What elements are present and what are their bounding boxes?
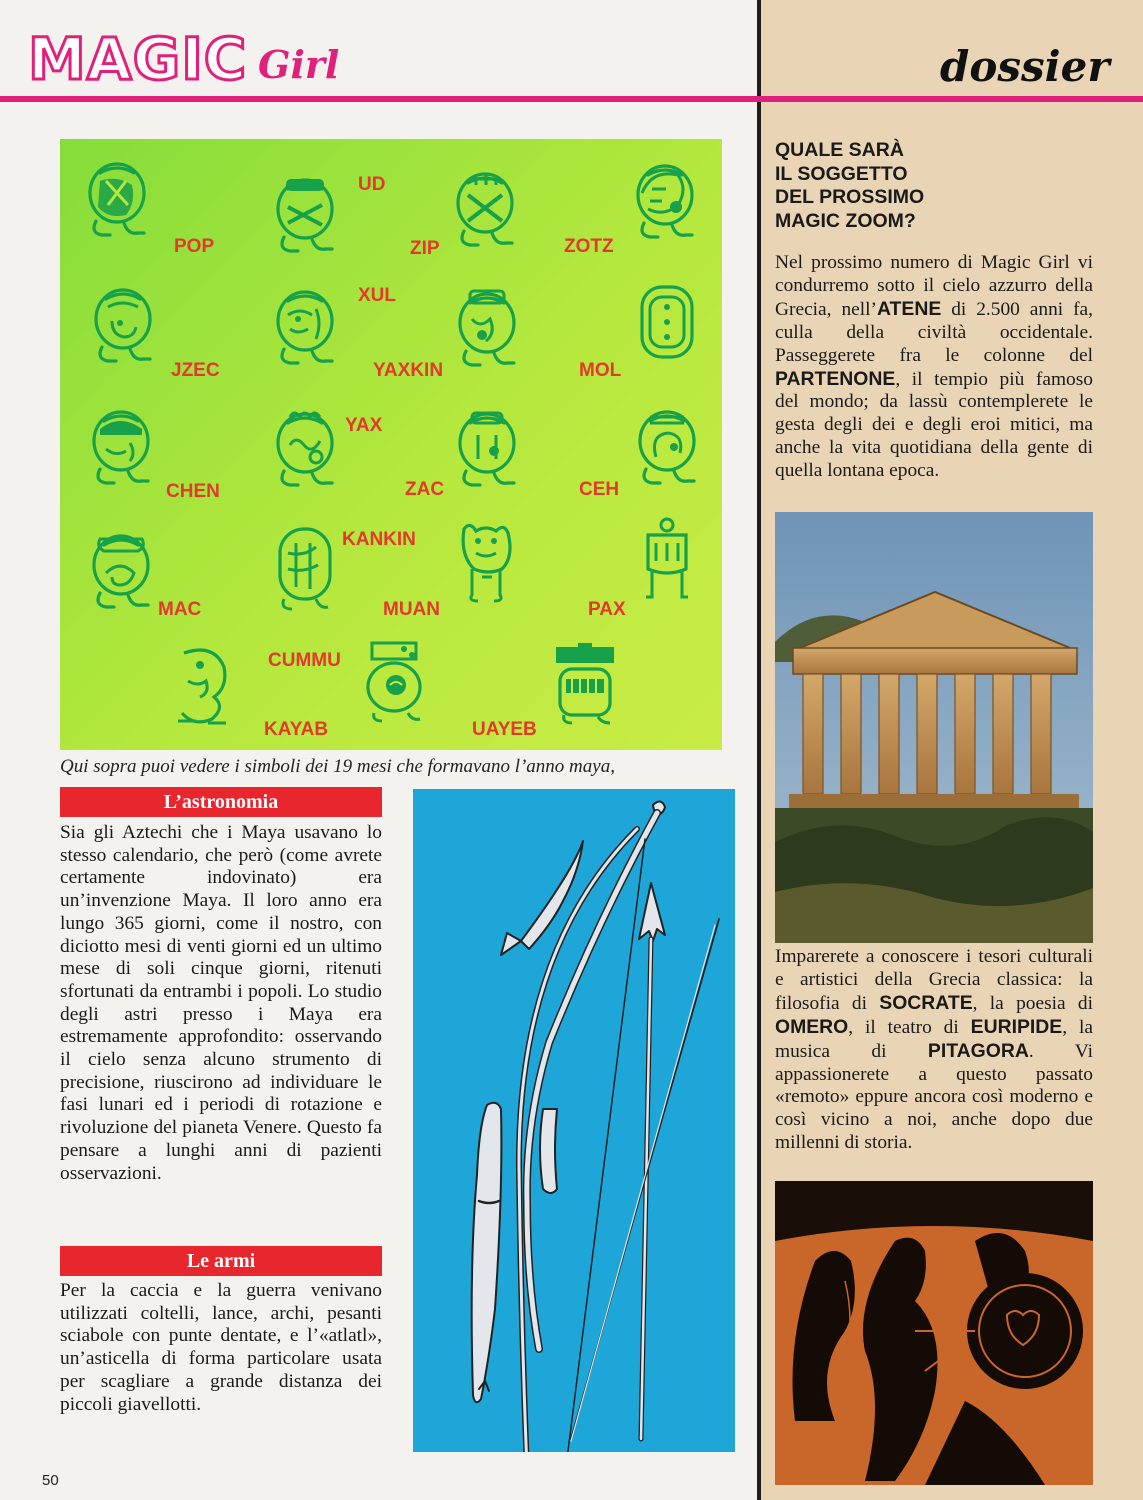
maya-glyph-zac-icon [448, 401, 526, 493]
maya-glyph-mol-icon [628, 277, 706, 369]
zoom-paragraph-culture: Imparerete a conoscere i tesori culturali e artistici della Grecia classica: la filosofia di SOCRATE, la poesia di OMERO, il teatro di EURIPIDE, la musica di PITAGORA. Vi appassionerete a questo passato «remoto» eppure ancora così moderno e così vicino a noi, anche dopo due millenni di storia. [775, 946, 1094, 1154]
month-label: YAXKIN [373, 360, 444, 381]
heading-line: MAGIC ZOOM? [775, 209, 916, 232]
maya-glyph-ceh-icon [628, 399, 706, 491]
heading-line: IL SOGGETTO [775, 162, 908, 185]
armi-text: Per la caccia e la guerra venivano utilizzati coltelli, lance, archi, pesanti sciabole con punte dentate, e l’«atlatl», un’asticella di forma particolare usata per scagliare a grande distanza dei piccoli giavellotti. [60, 1280, 382, 1415]
magic-zoom-heading [775, 139, 1115, 233]
maya-glyph-uo-icon [266, 167, 344, 259]
maya-glyph-kayab-icon [164, 641, 242, 733]
maya-glyph-mac-icon [82, 523, 160, 615]
girl-logo-text: Girl [258, 42, 340, 87]
month-label: CEH [579, 479, 620, 500]
keyword-pitagora: PITAGORA [927, 1039, 1029, 1062]
month-label: UAYEB [472, 719, 537, 740]
month-label: MOL [579, 360, 622, 381]
month-label: CUMMU [268, 650, 341, 671]
maya-weapons-illustration [413, 789, 735, 1452]
maya-glyph-yax-icon [266, 401, 344, 493]
maya-glyph-pax-icon [628, 515, 706, 607]
keyword-partenone: PARTENONE [775, 367, 896, 390]
maya-glyph-chen-icon [82, 399, 160, 491]
month-label: MUAN [383, 599, 440, 620]
keyword-atene: ATENE [876, 297, 942, 320]
header-rule [0, 96, 1143, 102]
month-label: ZIP [410, 238, 440, 259]
month-label: POP [174, 236, 215, 257]
heading-line: QUALE SARÀ [775, 139, 904, 161]
magic-logo-text: MAGIC [28, 25, 248, 93]
month-label: ZAC [405, 479, 445, 500]
month-label: UD [358, 174, 386, 195]
glyph-caption: Qui sopra puoi vedere i simboli dei 19 mesi che formavano l’anno maya, [60, 756, 615, 777]
astronomia-text: Sia gli Aztechi che i Maya usavano lo stesso calendario, che però (come avrete certamente indovinato) era un’invenzione Maya. Il loro anno era lungo 365 giorni, come il nostro, con diciotto mesi di venti giorni ed un ultimo mese di soli cinque giorni, ritenuti sfortunati da entrambi i popoli. Lo studio degli astri presso i Maya era estremamente approfondito: osservando il cielo senza alcuno strumento di precisione, riuscirono ad individuare le fasi lunari ed i periodi di rotazione e rivoluzione del pianeta Venere. Questo fa pensare a lunghi anni di pazienti osservazioni. [60, 822, 382, 1184]
maya-glyph-zip-icon [446, 161, 524, 253]
dossier-section-label: dossier [940, 42, 1110, 91]
maya-glyph-zotz-icon [626, 153, 704, 245]
month-label: ZOTZ [564, 236, 614, 257]
month-label: YAX [345, 415, 383, 436]
maya-glyph-uayeb-icon [546, 639, 624, 731]
maya-glyph-kankin-icon [266, 523, 344, 615]
page-number: 50 [42, 1472, 59, 1489]
maya-glyph-cumku-icon [356, 633, 434, 725]
month-label: XUL [358, 285, 396, 306]
zoom-paragraph-athens: Nel prossimo numero di Magic Girl vi condurremo sotto il cielo azzurro della Grecia, nell’ATENE di 2.500 anni fa, culla della civiltà occidentale. Passeggerete fra le colonne del PARTENONE, il tempio più famoso del mondo; da lassù contemplerete le gesta degli dei e degli eroi mitici, ma anche la vita quotidiana della gente di quella lontana epoca. [775, 252, 1093, 482]
month-label: KANKIN [342, 529, 416, 550]
maya-months-glyph-panel [60, 139, 722, 750]
maya-glyph-xul-icon [266, 279, 344, 371]
heading-line: DEL PROSSIMO [775, 186, 925, 208]
month-label: KAYAB [264, 719, 329, 740]
armi-heading: Le armi [60, 1246, 382, 1276]
maya-glyph-tzec-icon [84, 277, 162, 369]
greek-temple-photo [775, 512, 1093, 943]
month-label: PAX [588, 599, 626, 620]
keyword-euripide: EURIPIDE [970, 1015, 1063, 1038]
greek-vase-painting-photo [775, 1181, 1093, 1485]
keyword-socrate: SOCRATE [879, 991, 973, 1014]
month-label: JZEC [171, 360, 220, 381]
maya-glyph-muan-icon [448, 517, 526, 609]
maya-glyph-yaxkin-icon [448, 281, 526, 373]
maya-glyph-pop-icon [78, 151, 156, 243]
astronomia-heading: L’astronomia [60, 787, 382, 817]
month-label: CHEN [166, 481, 220, 502]
month-label: MAC [158, 599, 202, 620]
keyword-omero: OMERO [775, 1015, 849, 1038]
